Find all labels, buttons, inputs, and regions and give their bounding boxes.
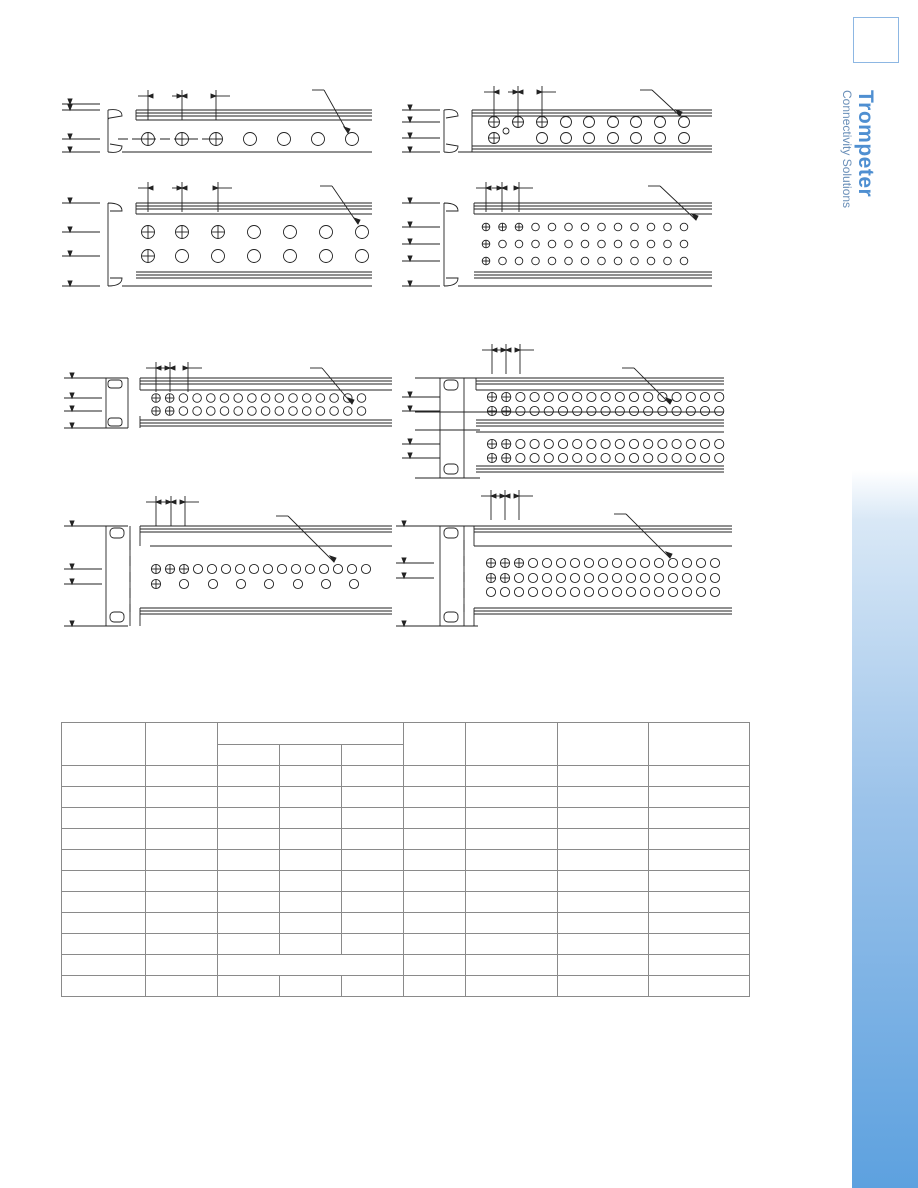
table-cell (146, 934, 218, 955)
header-cell (62, 723, 146, 766)
table-cell (404, 808, 466, 829)
table-cell (466, 871, 558, 892)
table-cell (649, 934, 750, 955)
table-cell (62, 787, 146, 808)
table-cell (649, 976, 750, 997)
panel-2u-3-row-dense (396, 490, 732, 626)
table-row (62, 955, 750, 976)
table-row (62, 787, 750, 808)
table-cell (62, 934, 146, 955)
table-cell (146, 913, 218, 934)
table-cell (342, 892, 404, 913)
table-cell (342, 766, 404, 787)
panel-3-row (402, 182, 712, 286)
table-cell (558, 787, 649, 808)
table-cell (280, 913, 342, 934)
table-cell (649, 808, 750, 829)
table-cell (404, 787, 466, 808)
table-cell-merged (218, 955, 404, 976)
header-cell (466, 723, 558, 766)
table-cell (649, 766, 750, 787)
table-cell (404, 850, 466, 871)
table-row (62, 934, 750, 955)
table-row (62, 871, 750, 892)
table-cell (558, 892, 649, 913)
table-cell (558, 766, 649, 787)
table-header-row (62, 723, 750, 745)
table-cell (218, 850, 280, 871)
table-cell (649, 871, 750, 892)
table-cell (466, 976, 558, 997)
panel-2-row-coarse (402, 86, 712, 152)
panel-1-row-coarse (62, 90, 372, 152)
table-row (62, 913, 750, 934)
table-cell (146, 976, 218, 997)
table-cell (342, 850, 404, 871)
table-cell (280, 871, 342, 892)
table-cell (62, 850, 146, 871)
table-cell (62, 976, 146, 997)
header-group-cell (218, 723, 404, 745)
table-cell (342, 808, 404, 829)
table-cell (342, 913, 404, 934)
table-cell (280, 850, 342, 871)
table-cell (342, 871, 404, 892)
table-cell (218, 829, 280, 850)
subheader-cell (218, 745, 280, 766)
table-cell (218, 808, 280, 829)
table-cell (218, 934, 280, 955)
table-cell (342, 787, 404, 808)
table-cell (342, 934, 404, 955)
table-cell (649, 829, 750, 850)
table-cell (558, 850, 649, 871)
brand-tagline: Connectivity Solutions (840, 90, 854, 209)
table-cell (342, 976, 404, 997)
subheader-cell (280, 745, 342, 766)
table-cell (558, 808, 649, 829)
table-cell (280, 808, 342, 829)
table-cell (558, 871, 649, 892)
table-cell (404, 829, 466, 850)
logo-box (853, 17, 899, 63)
table-cell (280, 766, 342, 787)
table-cell (62, 955, 146, 976)
brand-name: Trompeter (854, 90, 877, 198)
table-cell (649, 850, 750, 871)
table-row (62, 829, 750, 850)
table-cell (62, 871, 146, 892)
table-cell (404, 871, 466, 892)
header-cell (146, 723, 218, 766)
table-cell (146, 829, 218, 850)
table-cell (404, 892, 466, 913)
table-cell (280, 829, 342, 850)
table-cell (558, 913, 649, 934)
table-cell (404, 976, 466, 997)
table-cell (62, 766, 146, 787)
table-cell (146, 766, 218, 787)
table-cell (558, 934, 649, 955)
table-cell (649, 892, 750, 913)
header-cell (404, 723, 466, 766)
table-cell (404, 766, 466, 787)
table-cell (342, 829, 404, 850)
table-cell (466, 934, 558, 955)
table-cell (146, 871, 218, 892)
table-cell (466, 808, 558, 829)
table-cell (280, 976, 342, 997)
panel-2u-2-row-mixed (64, 496, 392, 626)
table-cell (558, 955, 649, 976)
table-row (62, 976, 750, 997)
table-cell (466, 829, 558, 850)
table-cell (466, 892, 558, 913)
table-cell (146, 808, 218, 829)
table-cell (62, 892, 146, 913)
table-cell (466, 787, 558, 808)
table-cell (218, 913, 280, 934)
table-cell (466, 913, 558, 934)
table-cell (404, 955, 466, 976)
dimensions-table (61, 722, 750, 997)
table-cell (62, 808, 146, 829)
table-row (62, 766, 750, 787)
panel-2u-4-row-dense (402, 344, 724, 478)
table-cell (62, 913, 146, 934)
table-cell (404, 934, 466, 955)
panel-2-row-large (62, 182, 372, 286)
table-cell (146, 850, 218, 871)
table-cell (62, 829, 146, 850)
table-cell (404, 913, 466, 934)
table-cell (146, 892, 218, 913)
table-cell (649, 913, 750, 934)
table-row (62, 808, 750, 829)
table-cell (146, 787, 218, 808)
table-cell (280, 787, 342, 808)
table-cell (466, 955, 558, 976)
table-cell (218, 787, 280, 808)
table-cell (218, 871, 280, 892)
table-cell (218, 976, 280, 997)
panel-1u-2-row-dense (64, 362, 392, 428)
table-cell (649, 955, 750, 976)
table-cell (146, 955, 218, 976)
table-cell (558, 829, 649, 850)
table-row (62, 892, 750, 913)
table-cell (558, 976, 649, 997)
table-cell (280, 892, 342, 913)
table-cell (218, 892, 280, 913)
header-cell (558, 723, 649, 766)
subheader-cell (342, 745, 404, 766)
table-row (62, 850, 750, 871)
table-cell (280, 934, 342, 955)
table-cell (466, 766, 558, 787)
table-cell (218, 766, 280, 787)
header-cell (649, 723, 750, 766)
table-cell (466, 850, 558, 871)
table-cell (649, 787, 750, 808)
